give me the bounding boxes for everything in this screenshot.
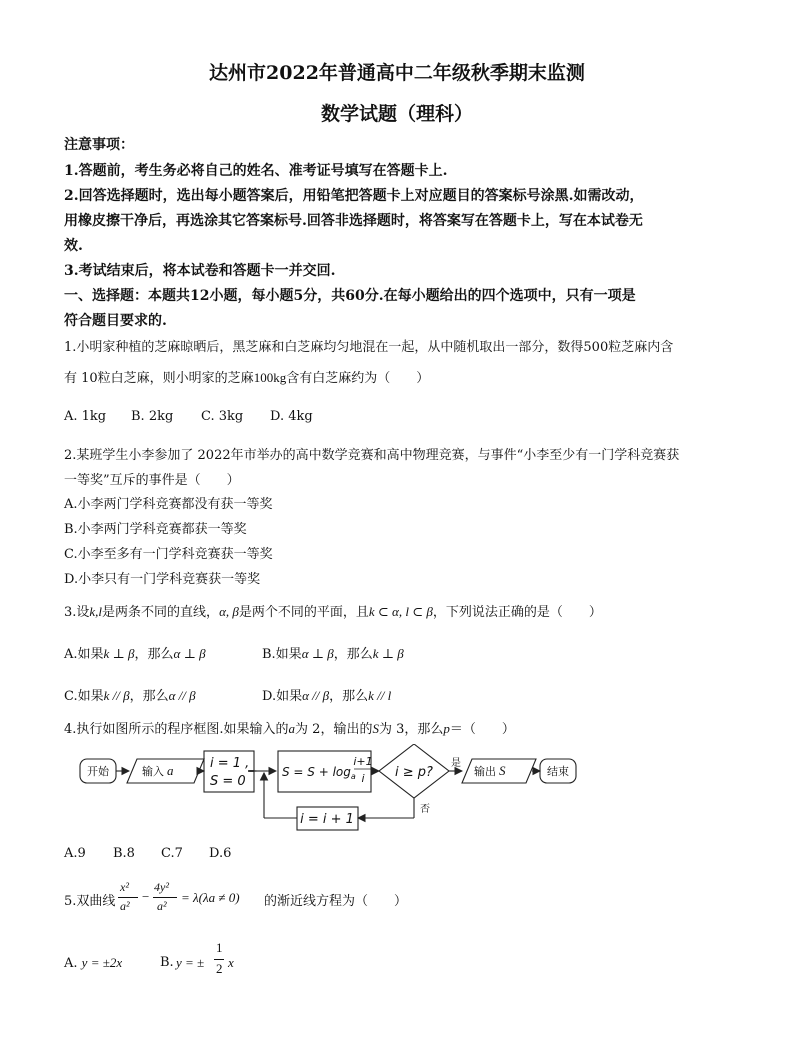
q1-option-a: A. 1kg — [64, 409, 107, 424]
q5-frac1-bar — [118, 897, 138, 898]
q3-option-b-text-1: B.如果 — [262, 647, 302, 662]
q2-option-c: C.小李至多有一门学科竞赛获一等奖 — [64, 547, 273, 562]
q3-option-d-math-2: k // l — [368, 688, 392, 703]
page-title: 达州市2022年普通高中二年级秋季期末监测 — [209, 62, 585, 84]
q3-option-d — [262, 685, 391, 704]
q5-frac2-bar — [153, 897, 177, 898]
q5-option-b-bar — [214, 959, 224, 960]
q3-lines: k,l — [89, 604, 103, 619]
q3-option-a-math-2: α ⊥ β — [173, 646, 206, 661]
q3-option-d-text-2: ，那么 — [329, 689, 369, 704]
q5-option-b-math-1: y = ± — [176, 955, 205, 970]
q4-var-s: S — [372, 721, 379, 736]
q2-option-a: A.小李两门学科竞赛都没有获一等奖 — [64, 497, 273, 512]
q4-text-2: 为 2，输出的 — [295, 722, 373, 737]
q1-option-c: C. 3kg — [201, 409, 244, 424]
notice-item-3: 3.考试结束后，将本试卷和答题卡一并交回. — [64, 263, 336, 279]
q5-text-1: 5.双曲线 — [64, 894, 116, 909]
q3-option-d-text-1: D.如果 — [262, 689, 303, 704]
notice-item-2-line-2: 用橡皮擦干净后，再选涂其它答案标号.回答非选择题时，将答案写在答题卡上，写在本试卷无 — [64, 213, 643, 229]
q2-option-b: B.小李两门学科竞赛都获一等奖 — [64, 522, 247, 537]
q4-option-c: C.7 — [161, 846, 183, 861]
q4-text-4: ＝（ ） — [449, 722, 515, 737]
flow-calc-sub: a — [350, 772, 356, 781]
q3-option-c-math-2: α // β — [168, 688, 196, 703]
flow-input-label — [142, 763, 174, 778]
q4-text-3: 为 3，那么 — [378, 722, 444, 737]
q1-text-b: 含有白芝麻约为（ ） — [286, 371, 430, 386]
q5-option-b-label: B. — [160, 955, 174, 970]
q4-stem — [64, 718, 515, 737]
q5-option-a-math: y = ±2x — [81, 955, 123, 970]
q5-minus: − — [142, 889, 150, 904]
q3-option-b-math-2: k ⊥ β — [372, 646, 404, 661]
notice-item-1: 1.答题前，考生务必将自己的姓名、准考证号填写在答题卡上. — [64, 163, 448, 179]
q4-option-a: A.9 — [64, 846, 86, 861]
q1-option-d: D. 4kg — [270, 409, 313, 424]
notice-item-2-line-3: 效. — [64, 238, 83, 254]
flow-output-text: 输出 — [474, 765, 496, 778]
flow-increment-label: i = i + 1 — [300, 812, 354, 827]
flow-end-label: 结束 — [547, 765, 569, 778]
q4-text-1: 4.执行如图所示的程序框图.如果输入的 — [64, 722, 289, 737]
flow-decision-label: i ≥ p? — [395, 765, 433, 780]
q3-text-3: 是两个不同的平面，且 — [238, 605, 369, 620]
flow-output-var: S — [499, 763, 506, 778]
q3-option-b — [262, 643, 404, 662]
q3-option-c-math-1: k // β — [103, 688, 130, 703]
q3-option-c — [64, 685, 196, 704]
q5-option-b-math-2: x — [228, 955, 234, 970]
q5-option-b-den: 2 — [216, 961, 223, 976]
q5-frac1-num: x² — [120, 880, 129, 894]
q1-text-a: 有 10粒白芝麻，则小明家的芝麻 — [64, 371, 254, 386]
q3-text-4: ，下列说法正确的是（ ） — [432, 605, 602, 620]
flow-calc-num: i+1 — [353, 755, 373, 768]
section-1-heading-line-1: 一、选择题：本题共12小题，每小题5分，共60分.在每小题给出的四个选项中，只有一项是 — [64, 288, 636, 304]
flow-input-box — [127, 759, 204, 783]
flow-calc-expr — [282, 765, 356, 781]
q4-option-b: B.8 — [113, 846, 135, 861]
q3-option-a — [64, 643, 206, 662]
notice-item-2-line-1: 2.回答选择题时，选出每小题答案后，用铅笔把答题卡上对应题目的答案标号涂黑.如需改动， — [64, 188, 644, 204]
flow-init-line-1: i = 1 , — [210, 756, 250, 771]
flow-start-label: 开始 — [87, 765, 109, 778]
flow-no-label: 否 — [420, 804, 430, 815]
q2-option-d: D.小李只有一门学科竞赛获一等奖 — [64, 572, 261, 587]
flow-init-line-2: S = 0 — [210, 774, 246, 789]
q4-var-a: a — [288, 721, 296, 736]
q3-text-1: 3.设 — [64, 605, 90, 620]
q5-option-a-label: A. — [64, 956, 78, 971]
q3-text-2: 是两条不同的直线， — [102, 605, 220, 620]
q4-option-d: D.6 — [209, 846, 232, 861]
section-1-heading-line-2: 符合题目要求的. — [64, 313, 167, 329]
q3-option-a-text-2: ，那么 — [134, 647, 174, 662]
q5-option-b-num: 1 — [216, 940, 223, 955]
q5-option-b — [160, 940, 250, 984]
notice-heading: 注意事项： — [64, 137, 134, 153]
q1-stem-line-1: 1.小明家种植的芝麻晾晒后，黑芝麻和白芝麻均匀地混在一起，从中随机取出一部分，数得500粒芝麻内含 — [64, 340, 674, 355]
q5-frac2-num: 4y² — [154, 880, 169, 894]
flow-calc-den: i — [361, 772, 365, 785]
q1-mass: 100kg — [253, 370, 287, 385]
q3-condition: k ⊂ α, l ⊂ β — [368, 604, 433, 619]
q4-var-p: p — [443, 721, 450, 736]
q5-rhs: = λ(λa ≠ 0) — [181, 890, 240, 905]
flow-input-text: 输入 — [142, 765, 164, 778]
q5-frac1-den: a² — [120, 899, 130, 913]
q1-stem-line-2 — [64, 367, 429, 386]
q1-option-b: B. 2kg — [131, 409, 174, 424]
flow-calc-main: S = S + log — [282, 765, 351, 779]
q3-option-c-text-1: C.如果 — [64, 689, 104, 704]
q2-stem-line-1: 2.某班学生小李参加了 2022年市举办的高中数学竞赛和高中物理竞赛，与事件“小李至少有一门学科竞赛获 — [64, 448, 680, 463]
q5-text-2: 的渐近线方程为（ ） — [264, 894, 408, 909]
q3-option-a-math-1: k ⊥ β — [103, 646, 135, 661]
q4-flowchart — [60, 744, 590, 836]
page-subtitle: 数学试题（理科） — [320, 103, 473, 125]
flow-yes-label: 是 — [451, 758, 461, 769]
q3-option-b-math-1: α ⊥ β — [301, 646, 334, 661]
q3-option-a-text-1: A.如果 — [64, 647, 104, 662]
q3-option-d-math-1: α // β — [302, 688, 330, 703]
q5-option-a — [64, 955, 122, 971]
flow-output-label — [474, 763, 506, 778]
q2-stem-line-2: 一等奖”互斥的事件是（ ） — [64, 473, 240, 488]
q3-option-c-text-2: ，那么 — [129, 689, 169, 704]
q3-option-b-text-2: ，那么 — [333, 647, 373, 662]
flow-input-var: a — [167, 763, 174, 778]
q5-frac2-den: a² — [157, 899, 167, 913]
q3-planes: α, β — [219, 604, 239, 619]
q3-stem — [64, 601, 602, 620]
